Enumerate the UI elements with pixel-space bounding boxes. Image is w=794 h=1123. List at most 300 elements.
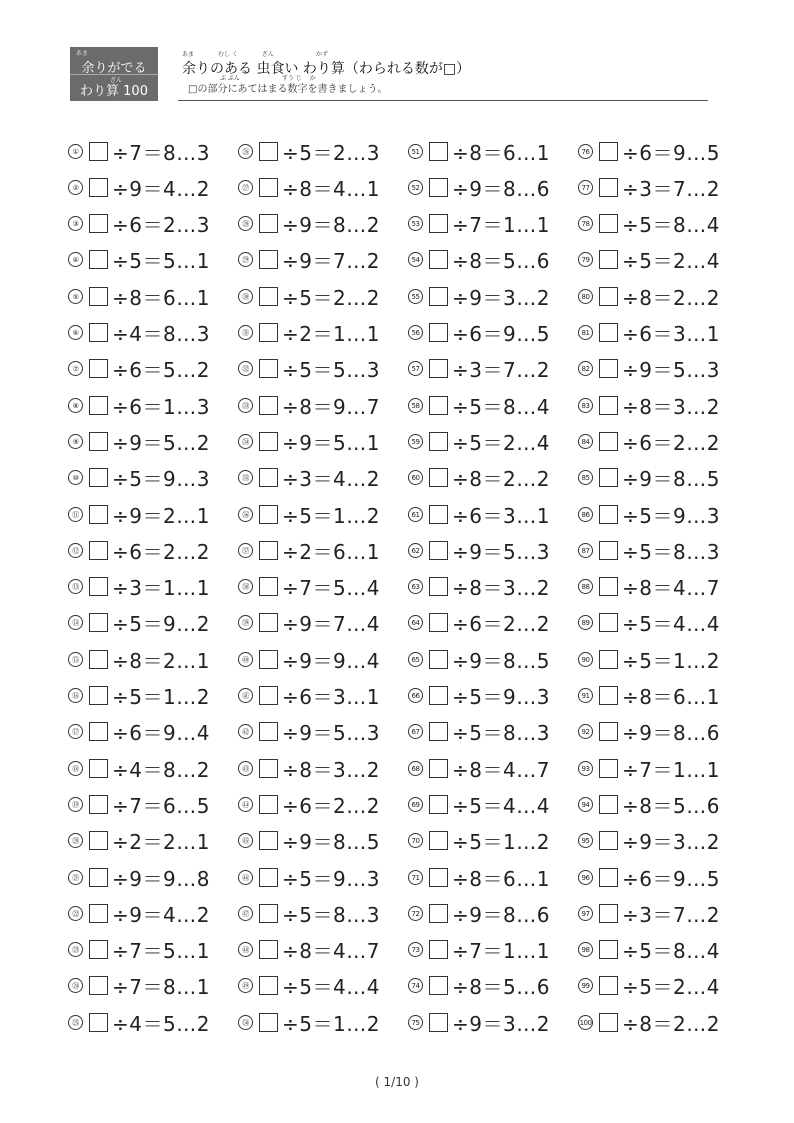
answer-box[interactable] xyxy=(259,831,278,850)
problem-expression: ÷8＝2…2 xyxy=(622,1011,720,1036)
answer-box[interactable] xyxy=(259,250,278,269)
answer-box[interactable] xyxy=(599,976,618,995)
problem-expression: ÷9＝8…6 xyxy=(452,176,550,201)
problem-number: ㉛ xyxy=(238,325,253,340)
problem-number: 51 xyxy=(408,144,423,159)
problem-expression: ÷5＝5…1 xyxy=(112,249,210,274)
problem-row xyxy=(408,862,550,892)
answer-box[interactable] xyxy=(599,940,618,959)
problem-number: 78 xyxy=(578,216,593,231)
answer-box[interactable] xyxy=(429,396,448,415)
problem-expression: ÷8＝5…6 xyxy=(622,793,720,818)
problem-number: ㊶ xyxy=(238,688,253,703)
answer-box[interactable] xyxy=(429,541,448,560)
answer-box[interactable] xyxy=(429,178,448,197)
problem-expression: ÷9＝8…2 xyxy=(282,213,380,238)
problem-row xyxy=(238,209,380,239)
problem-number: ㉔ xyxy=(68,978,83,993)
answer-box[interactable] xyxy=(599,287,618,306)
problem-number: 80 xyxy=(578,289,593,304)
problem-number: ⑲ xyxy=(68,797,83,812)
problem-number: 90 xyxy=(578,652,593,667)
problem-number: ⑦ xyxy=(68,361,83,376)
problem-number: ㉜ xyxy=(238,361,253,376)
answer-box[interactable] xyxy=(89,541,108,560)
answer-box[interactable] xyxy=(89,868,108,887)
problem-expression: ÷5＝1…2 xyxy=(282,1011,380,1036)
answer-box[interactable] xyxy=(89,323,108,342)
answer-box[interactable] xyxy=(89,178,108,197)
problem-row xyxy=(578,826,720,856)
answer-box[interactable] xyxy=(429,468,448,487)
problem-row xyxy=(68,535,210,565)
problem-row xyxy=(408,789,550,819)
answer-box[interactable] xyxy=(599,1013,618,1032)
answer-box[interactable] xyxy=(429,613,448,632)
answer-box[interactable] xyxy=(259,142,278,161)
problem-number: 62 xyxy=(408,543,423,558)
problem-row xyxy=(238,1007,380,1037)
answer-box[interactable] xyxy=(429,577,448,596)
problem-row xyxy=(238,681,380,711)
problem-expression: ÷6＝1…3 xyxy=(112,394,210,419)
problem-expression: ÷5＝9…3 xyxy=(452,685,550,709)
problem-number: ⑳ xyxy=(68,833,83,848)
problem-expression: ÷5＝2…2 xyxy=(282,285,380,310)
problem-row xyxy=(238,245,380,275)
answer-box[interactable] xyxy=(89,287,108,306)
problem-expression: ÷8＝2…2 xyxy=(452,467,550,492)
answer-box[interactable] xyxy=(599,214,618,233)
answer-box[interactable] xyxy=(599,759,618,778)
answer-box[interactable] xyxy=(599,613,618,632)
problem-number: ⑥ xyxy=(68,325,83,340)
answer-box[interactable] xyxy=(259,1013,278,1032)
answer-box[interactable] xyxy=(429,287,448,306)
title-ruby: あま むし く ざん かず xyxy=(182,51,328,58)
answer-box[interactable] xyxy=(259,759,278,778)
problem-row xyxy=(408,644,550,674)
answer-box[interactable] xyxy=(429,686,448,705)
answer-box[interactable] xyxy=(429,940,448,959)
answer-box[interactable] xyxy=(599,686,618,705)
problem-row xyxy=(68,463,210,493)
problem-expression: ÷7＝5…4 xyxy=(282,576,380,601)
answer-box[interactable] xyxy=(89,904,108,923)
problem-row xyxy=(238,172,380,202)
problem-number: 77 xyxy=(578,180,593,195)
problem-row xyxy=(238,608,380,638)
problem-expression: ÷5＝2…4 xyxy=(622,249,720,274)
problem-number: 83 xyxy=(578,398,593,413)
answer-box[interactable] xyxy=(89,396,108,415)
problem-number: 56 xyxy=(408,325,423,340)
subtitle-ruby: ぶ ぶん すう じ か xyxy=(220,75,316,82)
answer-box[interactable] xyxy=(429,904,448,923)
answer-box[interactable] xyxy=(89,650,108,669)
answer-box[interactable] xyxy=(429,722,448,741)
problem-expression: ÷7＝8…1 xyxy=(112,975,210,1000)
answer-box[interactable] xyxy=(89,686,108,705)
answer-box[interactable] xyxy=(429,142,448,161)
problem-row xyxy=(238,935,380,965)
problem-row xyxy=(578,390,720,420)
problem-row xyxy=(408,572,550,602)
problem-number: 69 xyxy=(408,797,423,812)
problem-row xyxy=(408,136,550,166)
answer-box[interactable] xyxy=(599,359,618,378)
problem-number: 55 xyxy=(408,289,423,304)
answer-box[interactable] xyxy=(89,722,108,741)
problem-expression: ÷9＝2…1 xyxy=(112,503,210,528)
answer-box[interactable] xyxy=(259,396,278,415)
answer-box[interactable] xyxy=(259,795,278,814)
problem-expression: ÷5＝1…2 xyxy=(452,830,550,855)
problem-number: ㊿ xyxy=(238,1015,253,1030)
problem-expression: ÷9＝4…2 xyxy=(112,902,210,927)
answer-box[interactable] xyxy=(89,468,108,487)
problem-expression: ÷7＝8…3 xyxy=(112,140,210,165)
problem-row xyxy=(68,971,210,1001)
problem-number: 87 xyxy=(578,543,593,558)
problem-expression: ÷9＝5…2 xyxy=(112,430,210,455)
answer-box[interactable] xyxy=(429,868,448,887)
answer-box[interactable] xyxy=(89,940,108,959)
problem-expression: ÷6＝9…5 xyxy=(622,140,720,165)
problem-number: ㊷ xyxy=(238,724,253,739)
problem-number: 66 xyxy=(408,688,423,703)
problem-number: ㊴ xyxy=(238,615,253,630)
problem-number: ㉙ xyxy=(238,252,253,267)
answer-box[interactable] xyxy=(259,613,278,632)
answer-box[interactable] xyxy=(259,359,278,378)
answer-box[interactable] xyxy=(429,759,448,778)
problem-expression: ÷6＝9…4 xyxy=(112,721,210,746)
answer-box[interactable] xyxy=(89,505,108,524)
problem-expression: ÷5＝9…3 xyxy=(112,467,210,492)
problem-row xyxy=(238,826,380,856)
problem-number: ⑧ xyxy=(68,398,83,413)
problem-expression: ÷5＝5…3 xyxy=(282,358,380,383)
answer-box[interactable] xyxy=(599,577,618,596)
answer-box[interactable] xyxy=(259,178,278,197)
problem-expression: ÷8＝3…2 xyxy=(622,394,720,419)
answer-box[interactable] xyxy=(599,541,618,560)
answer-box[interactable] xyxy=(259,432,278,451)
problem-expression: ÷4＝8…3 xyxy=(112,322,210,346)
problem-number: ㉟ xyxy=(238,470,253,485)
problem-expression: ÷2＝6…1 xyxy=(282,539,380,564)
problem-expression: ÷9＝8…5 xyxy=(452,648,550,673)
problem-row xyxy=(408,172,550,202)
answer-box[interactable] xyxy=(429,650,448,669)
problem-row xyxy=(68,281,210,311)
answer-box[interactable] xyxy=(429,795,448,814)
problem-number: 91 xyxy=(578,688,593,703)
problem-number: ⑰ xyxy=(68,724,83,739)
problem-row xyxy=(238,281,380,311)
answer-box[interactable] xyxy=(89,795,108,814)
answer-box[interactable] xyxy=(599,142,618,161)
answer-box[interactable] xyxy=(89,250,108,269)
problem-expression: ÷9＝8…6 xyxy=(622,721,720,746)
problem-row xyxy=(578,499,720,529)
problem-row xyxy=(408,390,550,420)
problem-row xyxy=(238,499,380,529)
problem-row xyxy=(578,535,720,565)
answer-box[interactable] xyxy=(259,868,278,887)
problem-number: 82 xyxy=(578,361,593,376)
problem-expression: ÷5＝1…2 xyxy=(282,503,380,528)
badge-ruby: あま xyxy=(76,50,89,57)
problem-row xyxy=(238,136,380,166)
answer-box[interactable] xyxy=(599,468,618,487)
answer-box[interactable] xyxy=(259,468,278,487)
problem-row xyxy=(408,499,550,529)
problem-expression: ÷6＝2…2 xyxy=(452,612,550,637)
problem-number: ㉝ xyxy=(238,398,253,413)
problem-number: 64 xyxy=(408,615,423,630)
problem-number: 88 xyxy=(578,579,593,594)
problem-row xyxy=(238,898,380,928)
worksheet-header xyxy=(70,47,710,101)
problem-expression: ÷9＝5…3 xyxy=(452,539,550,564)
problem-expression: ÷5＝2…3 xyxy=(282,140,380,165)
answer-box[interactable] xyxy=(259,323,278,342)
answer-box[interactable] xyxy=(599,396,618,415)
problem-number: ③ xyxy=(68,216,83,231)
answer-box[interactable] xyxy=(259,650,278,669)
page-number: ( 1/10 ) xyxy=(375,1075,419,1089)
problem-expression: ÷9＝5…3 xyxy=(282,721,380,746)
answer-box[interactable] xyxy=(599,432,618,451)
problem-row xyxy=(578,136,720,166)
problem-number: ⑬ xyxy=(68,579,83,594)
problem-expression: ÷8＝6…1 xyxy=(112,285,210,310)
problem-row xyxy=(578,971,720,1001)
answer-box[interactable] xyxy=(599,722,618,741)
problem-number: ① xyxy=(68,144,83,159)
problem-expression: ÷3＝7…2 xyxy=(622,902,720,927)
problem-row xyxy=(238,789,380,819)
answer-box[interactable] xyxy=(429,432,448,451)
answer-box[interactable] xyxy=(89,613,108,632)
problem-expression: ÷2＝2…1 xyxy=(112,830,210,855)
problem-number: 86 xyxy=(578,507,593,522)
answer-box[interactable] xyxy=(259,686,278,705)
problem-row xyxy=(578,1007,720,1037)
problem-row xyxy=(408,281,550,311)
problem-expression: ÷6＝9…5 xyxy=(452,322,550,346)
answer-box[interactable] xyxy=(599,904,618,923)
problem-number: 99 xyxy=(578,978,593,993)
problem-expression: ÷5＝1…2 xyxy=(622,648,720,673)
problem-expression: ÷5＝8…4 xyxy=(622,939,720,964)
problem-number: 71 xyxy=(408,870,423,885)
problem-number: ㉖ xyxy=(238,144,253,159)
problem-row xyxy=(68,717,210,747)
problem-row xyxy=(238,971,380,1001)
problem-expression: ÷6＝3…1 xyxy=(452,503,550,528)
problem-expression: ÷5＝9…2 xyxy=(112,612,210,637)
title-badge xyxy=(70,47,158,101)
header-rule xyxy=(178,100,708,101)
problem-expression: ÷6＝2…2 xyxy=(112,539,210,564)
problem-row xyxy=(408,681,550,711)
problem-expression: ÷8＝3…2 xyxy=(452,576,550,601)
answer-box[interactable] xyxy=(429,323,448,342)
answer-box[interactable] xyxy=(89,214,108,233)
problem-row xyxy=(68,898,210,928)
problem-number: ㉚ xyxy=(238,289,253,304)
problem-number: ㊳ xyxy=(238,579,253,594)
answer-box[interactable] xyxy=(259,214,278,233)
problem-expression: ÷9＝8…5 xyxy=(282,830,380,855)
answer-box[interactable] xyxy=(599,650,618,669)
answer-box[interactable] xyxy=(89,577,108,596)
answer-box[interactable] xyxy=(259,287,278,306)
answer-box[interactable] xyxy=(429,976,448,995)
problem-expression: ÷3＝7…2 xyxy=(622,176,720,201)
answer-box[interactable] xyxy=(89,831,108,850)
problem-number: ⑨ xyxy=(68,434,83,449)
answer-box[interactable] xyxy=(599,178,618,197)
problem-row xyxy=(238,535,380,565)
problem-row xyxy=(68,789,210,819)
problem-row xyxy=(578,209,720,239)
problem-expression: ÷5＝2…4 xyxy=(622,975,720,1000)
answer-box[interactable] xyxy=(89,432,108,451)
problem-row xyxy=(408,426,550,456)
answer-box[interactable] xyxy=(599,795,618,814)
problem-row xyxy=(68,608,210,638)
problem-row xyxy=(68,681,210,711)
problem-number: 72 xyxy=(408,906,423,921)
badge-line-2: わり算 100 xyxy=(80,84,148,99)
problem-number: 98 xyxy=(578,942,593,957)
problem-number: ㊾ xyxy=(238,978,253,993)
answer-box[interactable] xyxy=(599,323,618,342)
answer-box[interactable] xyxy=(259,541,278,560)
problem-number: ⑫ xyxy=(68,543,83,558)
problem-number: ㊹ xyxy=(238,797,253,812)
problem-expression: ÷5＝4…4 xyxy=(452,793,550,818)
problem-expression: ÷5＝2…4 xyxy=(452,430,550,455)
problem-number: ㊱ xyxy=(238,507,253,522)
problem-expression: ÷6＝5…2 xyxy=(112,358,210,383)
problem-expression: ÷5＝4…4 xyxy=(282,975,380,1000)
problem-expression: ÷7＝1…1 xyxy=(452,939,550,964)
problem-row xyxy=(578,281,720,311)
problem-row xyxy=(578,572,720,602)
badge-line-1: 余りがでる xyxy=(81,61,147,76)
problem-row xyxy=(578,463,720,493)
problem-expression: ÷7＝1…1 xyxy=(622,757,720,782)
answer-box[interactable] xyxy=(259,722,278,741)
answer-box[interactable] xyxy=(259,904,278,923)
problem-number: 85 xyxy=(578,470,593,485)
problem-number: ㉕ xyxy=(68,1015,83,1030)
problem-number: 68 xyxy=(408,761,423,776)
problem-expression: ÷4＝8…2 xyxy=(112,757,210,782)
answer-box[interactable] xyxy=(89,359,108,378)
problem-expression: ÷6＝9…5 xyxy=(622,866,720,891)
problem-row xyxy=(238,862,380,892)
problem-row xyxy=(408,898,550,928)
answer-box[interactable] xyxy=(599,868,618,887)
answer-box[interactable] xyxy=(89,759,108,778)
problem-expression: ÷8＝6…1 xyxy=(452,866,550,891)
problem-number: 74 xyxy=(408,978,423,993)
answer-box[interactable] xyxy=(429,831,448,850)
answer-box[interactable] xyxy=(599,250,618,269)
answer-box[interactable] xyxy=(89,976,108,995)
problem-number: ⑯ xyxy=(68,688,83,703)
problem-number: 89 xyxy=(578,615,593,630)
problem-number: ⑱ xyxy=(68,761,83,776)
answer-box[interactable] xyxy=(259,505,278,524)
problem-number: 79 xyxy=(578,252,593,267)
problem-expression: ÷9＝3…2 xyxy=(622,830,720,855)
problem-row xyxy=(68,499,210,529)
problem-row xyxy=(238,426,380,456)
problem-expression: ÷6＝2…3 xyxy=(112,213,210,238)
problem-expression: ÷5＝8…4 xyxy=(452,394,550,419)
problem-row xyxy=(408,318,550,348)
answer-box[interactable] xyxy=(259,940,278,959)
problem-number: 57 xyxy=(408,361,423,376)
problem-expression: ÷5＝8…3 xyxy=(452,721,550,746)
problem-row xyxy=(68,1007,210,1037)
problem-row xyxy=(68,172,210,202)
answer-box[interactable] xyxy=(429,1013,448,1032)
problem-number: ㉓ xyxy=(68,942,83,957)
answer-box[interactable] xyxy=(429,214,448,233)
problem-row xyxy=(238,644,380,674)
answer-box[interactable] xyxy=(429,505,448,524)
problem-row xyxy=(68,935,210,965)
problem-number: 100 xyxy=(578,1015,593,1030)
problem-number: 81 xyxy=(578,325,593,340)
problem-row xyxy=(68,136,210,166)
answer-box[interactable] xyxy=(89,1013,108,1032)
problem-expression: ÷8＝6…1 xyxy=(622,685,720,709)
answer-box[interactable] xyxy=(259,577,278,596)
problem-row xyxy=(408,463,550,493)
answer-box[interactable] xyxy=(429,250,448,269)
answer-box[interactable] xyxy=(259,976,278,995)
problem-row xyxy=(578,608,720,638)
problem-number: 97 xyxy=(578,906,593,921)
problem-expression: ÷9＝9…8 xyxy=(112,866,210,891)
answer-box[interactable] xyxy=(599,831,618,850)
problem-row xyxy=(68,318,210,348)
answer-box[interactable] xyxy=(89,142,108,161)
problem-row xyxy=(578,681,720,711)
problem-row xyxy=(408,753,550,783)
problem-number: ㊲ xyxy=(238,543,253,558)
problem-expression: ÷3＝1…1 xyxy=(112,576,210,601)
problem-row xyxy=(408,535,550,565)
problem-expression: ÷9＝3…2 xyxy=(452,285,550,310)
problem-row xyxy=(578,789,720,819)
problem-row xyxy=(238,463,380,493)
problem-number: 67 xyxy=(408,724,423,739)
answer-box[interactable] xyxy=(429,359,448,378)
answer-box[interactable] xyxy=(599,505,618,524)
problem-number: 61 xyxy=(408,507,423,522)
problem-row xyxy=(238,717,380,747)
